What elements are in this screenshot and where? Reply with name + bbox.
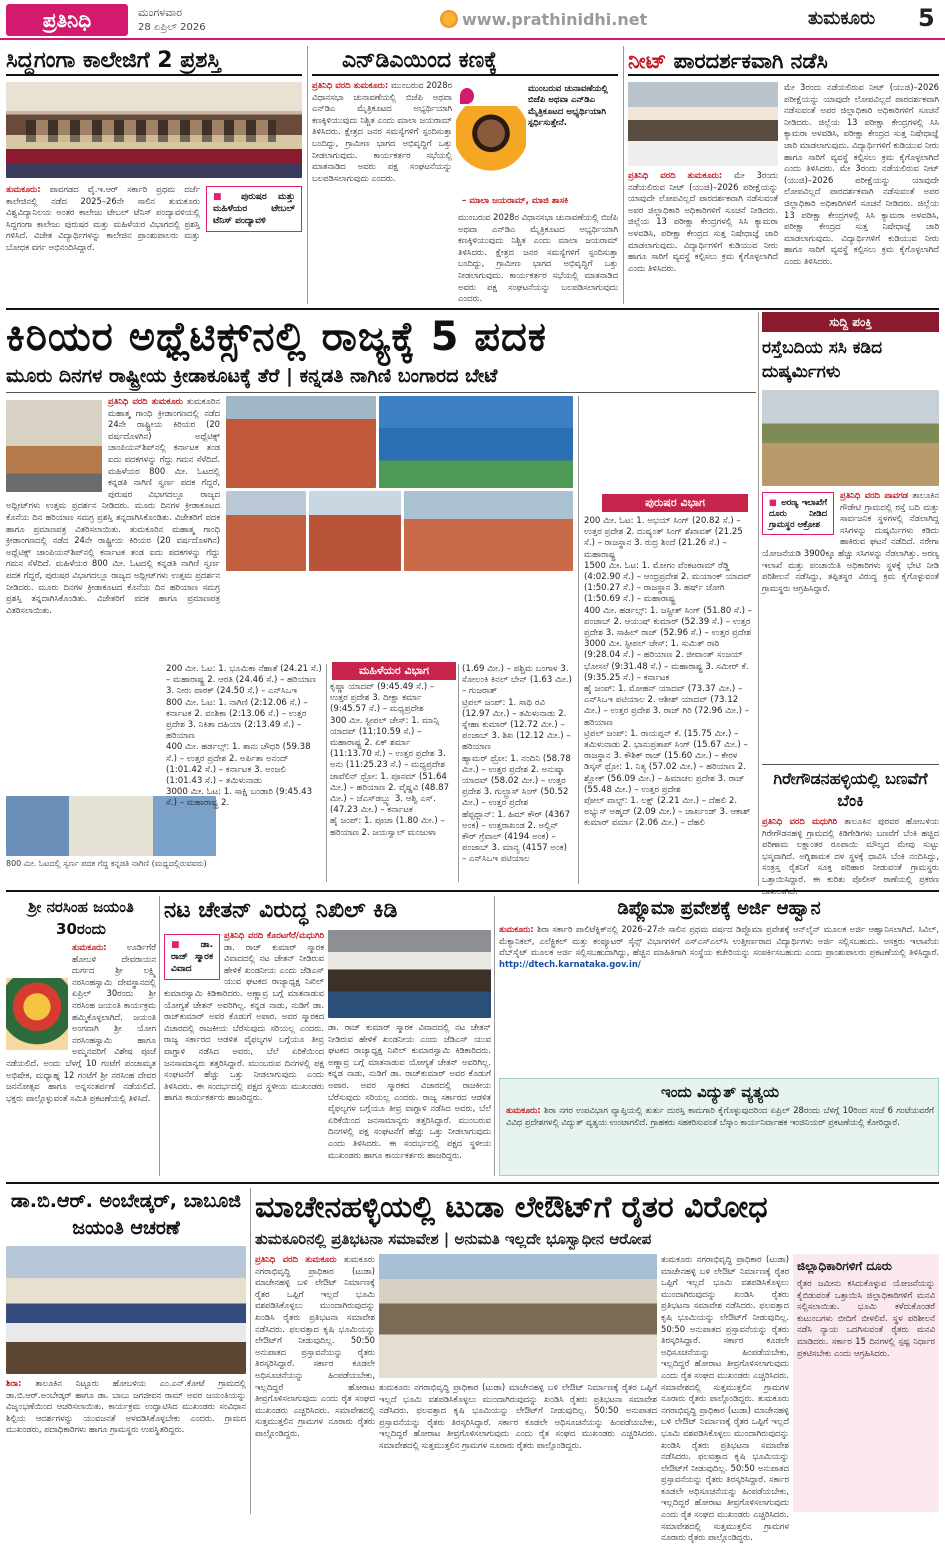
edition-city: ತುಮಕೂರು bbox=[808, 8, 876, 29]
subhead: ತುಮಕೂರಿನಲ್ಲಿ ಪ್ರತಿಭಟನಾ ಸಮಾವೇಶ | ಅನುಮತಿ ಇಲ್ಲದೇ ಭೂಸ್ವಾಧೀನ ಆರೋಪ bbox=[255, 1230, 652, 1248]
photo-nikhil-press bbox=[328, 930, 491, 1018]
story-body: ಮುಂಬರುವ 2028ರ ವಿಧಾನಸಭಾ ಚುನಾವಣೆಯಲ್ಲಿ ಬಿಜೆಪಿ ಅಥವಾ ಎನ್‌ಡಿಎ ಮೈತ್ರಿಕೂಟದ ಅಭ್ಯರ್ಥಿಯಾಗಿ ಕಣಕ್ಕಿಳಿಯುವುದು ನಿಶ್ಚಿತ ಎಂದು ಮಾಲಾ ಜಯರಾಮ್ ತಿಳಿಸಿದರು. ಕ್ಷೇತ್ರದ ಜನರ ಸಮಸ್ಯೆಗಳಿಗೆ ಸ್ಪಂದಿಸುತ್ತಾ ಬಂದಿದ್ದು, ಗ್ರಾಮೀಣ ಭಾಗದ ಅಭಿವೃದ್ಧಿಗೆ ಒತ್ತು ನೀಡಲಾಗುವುದು. ಕಾರ್ಯಕರ್ತರ ಸಭೆಯಲ್ಲಿ ಮಾತನಾಡಿದ ಅವರು ಪಕ್ಷ ಸಂಘಟನೆಯನ್ನು ಬಲಪಡಿಸಲಾಗುವುದು ಎಂದರು. bbox=[312, 80, 452, 183]
story-nda: ಎನ್‌ಡಿಎಯಿಂದ ಕಣಕ್ಕೆ ಪ್ರತಿನಿಧಿ ವರದಿ ತುಮಕೂರು: ಮುಂಬರುವ 2028ರ ವಿಧಾನಸಭಾ ಚುನಾವಣೆಯಲ್ಲಿ ಬಿಜೆಪಿ ಅಥವಾ ಎನ್‌ಡಿಎ ಮೈತ್ರಿಕೂಟದ ಅಭ್ಯರ್ಥಿಯಾಗಿ ಕಣಕ್ಕಿಳಿಯುವುದು ನಿಶ್ಚಿತ ಎಂದು ಮಾಲಾ ಜಯರಾಮ್ ತಿಳಿಸಿದರು. ಕ್ಷೇತ್ರದ ಜನರ ಸಮಸ್ಯೆಗಳಿಗೆ ಸ್ಪಂದಿಸುತ್ತಾ ಬಂದಿದ್ದು, ಗ್ರಾಮೀಣ ಭಾಗದ ಅಭಿವೃದ್ಧಿಗೆ ಒತ್ತು ನೀಡಲಾಗುವುದು. ಕಾರ್ಯಕರ್ತರ ಸಭೆಯಲ್ಲಿ ಮಾತನಾಡಿದ ಅವರು ಪಕ್ಷ ಸಂಘಟನೆಯನ್ನು ಬಲಪಡಿಸಲಾಗುವುದು ಎಂದರು. ಮುಂಬರುವ ಚುನಾವಣೆಯಲ್ಲಿ ಬಿಜೆಪಿ ಅಥವಾ ಎನ್‌ಡಿಎ ಮೈತ್ರಿಕೂಟದ ಅಭ್ಯರ್ಥಿಯಾಗಿ ಸ್ಪರ್ಧಿಸುತ್ತೇನೆ. – ಮಾಲಾ ಜಯರಾಮ್, ಮಾಜಿ ಶಾಸಕಿ ಮುಂಬರುವ 2028ರ ವಿಧಾನಸಭಾ ಚುನಾವಣೆಯಲ್ಲಿ ಬಿಜೆಪಿ ಅಥವಾ ಎನ್‌ಡಿಎ ಮೈತ್ರಿಕೂಟದ ಅಭ್ಯರ್ಥಿಯಾಗಿ ಕಣಕ್ಕಿಳಿಯುವುದು ನಿಶ್ಚಿತ ಎಂದು ಮಾಲಾ ಜಯರಾಮ್ ತಿಳಿಸಿದರು. ಕ್ಷೇತ್ರದ ಜನರ ಸಮಸ್ಯೆಗಳಿಗೆ ಸ್ಪಂದಿಸುತ್ತಾ ಬಂದಿದ್ದು, ಗ್ರಾಮೀಣ ಭಾಗದ ಅಭಿವೃದ್ಧಿಗೆ ಒತ್ತು ನೀಡಲಾಗುವುದು. ಕಾರ್ಯಕರ್ತರ ಸಭೆಯಲ್ಲಿ ಮಾತನಾಡಿದ ಅವರು ಪಕ್ಷ ಸಂಘಟನೆಯನ್ನು ಬಲಪಡಿಸಲಾಗುವುದು ಎಂದರು. bbox=[312, 48, 618, 304]
sidebar-suddi-pankti: ಸುದ್ದಿ ಪಂಕ್ತಿ ರಸ್ತೆಬದಿಯ ಸಸಿ ಕಡಿದ ದುಷ್ಕರ್ಮಿಗಳು ■ ಅರಣ್ಯ ಇಲಾಖೆಗೆ ದೂರು ನೀಡಿದ ಗ್ರಾಮಸ್ಥರ ಆಕ್ರೋಶ ಪ್ರತಿನಿಧಿ ವರದಿ ಪಾವಗಡ ತಾಲೂಕಿನ ಗೌಡೇಟಿ ಗ್ರಾಮದಲ್ಲಿ ರಸ್ತೆ ಬದಿ ಮತ್ತು ಸಾರ್ವಜನಿಕ ಸ್ಥಳಗಳಲ್ಲಿ ನೆಡಲಾಗಿದ್ದ ಸಸಿಗಳನ್ನು ದುಷ್ಕರ್ಮಿಗಳು ಕಡಿದು ಹಾಕಿರುವ ಘಟನೆ ನಡೆದಿದೆ. ನರೇಗಾ ಯೋಜನೆಯಡಿ 3900ಕ್ಕೂ ಹೆಚ್ಚು ಸಸಿಗಳನ್ನು ನೆಡಲಾಗಿತ್ತು. ಅರಣ್ಯ ಇಲಾಖೆ ಮತ್ತು ಪಂಚಾಯಿತಿ ಅಧಿಕಾರಿಗಳು ಸ್ಥಳಕ್ಕೆ ಭೇಟಿ ನೀಡಿ ಪರಿಶೀಲನೆ ನಡೆಸಿದ್ದು, ತಪ್ಪಿತಸ್ಥರ ವಿರುದ್ಧ ಕ್ರಮ ಕೈಗೊಳ್ಳುವಂತೆ ಗ್ರಾಮಸ್ಥರು ಆಗ್ರಹಿಸಿದ್ದಾರೆ. ಗಿರೇಗೌಡನಹಳ್ಳಿಯಲ್ಲಿ ಬಣವೆಗೆ ಬೆಂಕಿ ಪ್ರತಿನಿಧಿ ವರದಿ ಮಧುಗಿರಿ ತಾಲೂಕಿನ ಪುರವರ ಹೋಬಳಿಯ ಗಿರೇಗೌಡನಹಳ್ಳಿ ಗ್ರಾಮದಲ್ಲಿ ಕಿಡಿಗೇಡಿಗಳು ಬಣವೆಗೆ ಬೆಂಕಿ ಹಚ್ಚಿದ ಪರಿಣಾಮ ಲಕ್ಷಾಂತರ ರೂಪಾಯಿ ಮೌಲ್ಯದ ಮೇವು ಸುಟ್ಟು ಭಸ್ಮವಾಗಿದೆ. ಅಗ್ನಿಶಾಮಕ ದಳ ಸ್ಥಳಕ್ಕೆ ಧಾವಿಸಿ ಬೆಂಕಿ ನಂದಿಸಿದ್ದು, ಸಂತ್ರಸ್ತ ರೈತನಿಗೆ ಸೂಕ್ತ ಪರಿಹಾರ ನೀಡುವಂತೆ ಗ್ರಾಮಸ್ಥರು ಒತ್ತಾಯಿಸಿದ್ದಾರೆ. ಈ ಕುರಿತು ಪೊಲೀಸ್ ಠಾಣೆಯಲ್ಲಿ ಪ್ರಕರಣ bbox=[762, 312, 939, 886]
story-body: ಮೇ 3ರಂದು ನಡೆಯಲಿರುವ ನೀಟ್ (ಯುಜಿ)–2026 ಪರೀಕ್ಷೆಯನ್ನು ಯಾವುದೇ ಲೋಪವಿಲ್ಲದೆ ಪಾರದರ್ಶಕವಾಗಿ ನಡೆಸುವಂತೆ ಅಪರ ಜಿಲ್ಲಾಧಿಕಾರಿ ಅಧಿಕಾರಿಗಳಿಗೆ ಸೂಚನೆ ನೀಡಿದರು. ಜಿಲ್ಲೆಯ 13 ಪರೀಕ್ಷಾ ಕೇಂದ್ರಗಳಲ್ಲಿ ಸಿಸಿ ಕ್ಯಾಮರಾ ಅಳವಡಿಸಿ, ಪರೀಕ್ಷಾ ಕೇಂದ್ರದ ಸುತ್ತ ನಿಷೇಧಾಜ್ಞೆ ಜಾರಿ ಮಾಡಲಾಗುವುದು. ವಿದ್ಯಾರ್ಥಿಗಳಿಗೆ ಕುಡಿಯುವ ನೀರು ಹಾಗೂ ಸಾರಿಗೆ ವ್ಯವಸ್ಥೆ ಕಲ್ಪಿಸಲು ಕ್ರಮ ಕೈಗೊಳ್ಳಲಾಗಿದೆ ಎಂದು ತಿಳಿಸಿದರು. bbox=[628, 170, 778, 273]
results-col-3: (1.69 ಮೀ.) – ಪಶ್ಚಿಮ ಬಂಗಾಳ 3. ಸೋಲಂಕಿ ಕಿನಲ್ ಬೇನ್ (1.63 ಮೀ.) – ಗುಜರಾತ್ ಟ್ರಿಪಲ್ ಜಂಪ್: 1. ಸಾಥಿ ರವಿ (12.97 ಮೀ.) – ತಮಿಳುನಾಡು 2. ಸ್ನೇಹಾ ಕುಮಾರ್ (12.72 ಮೀ.) – ಪಂಜಾಬ್ 3. ಶಿಖ (12.12 ಮೀ.) – ಹರಿಯಾಣ ಹ್ಯಾಮರ್ ಥ್ರೋ: 1. ನಂದಿನಿ (58.78 ಮೀ.) – ಉತ್ತರ ಪ್ರದೇಶ 2. ಅನುಷ್ಕಾ ಯಾದವ್ (58.02 ಮೀ.) – ಉತ್ತರ ಪ್ರದೇಶ 3. ಗುಲ್ಬ್ರಾಸ್ ಸಿಂಗ್ (50.52 ಮೀ.) – ಉತ್ತರ ಪ್ರದೇಶ ಹೆಪ್ಟಥ್ಲಾನ್: 1. ಹಿಮ್ ಕೌರ್ (4367 ಅಂಕ) – ಉತ್ತರಾಖಂಡ 2. ಅಲ್ಲಿನ್ ಕೌರ್ ಗ್ರೆವಾಲ್ (4194 ಅಂಕ) – ಪಂಜಾಬ್ 3. ಮಾನ್ಯ (4157 ಅಂಕ) – ಎನ್‌ಸಿಒಇ ಪಟಿಯಾಲ bbox=[462, 664, 572, 865]
website-link[interactable]: http://dtech.karnataka.gov.in/ bbox=[499, 958, 641, 969]
lead-subhead: ಮೂರು ದಿನಗಳ ರಾಷ್ಟ್ರೀಯ ಕ್ರೀಡಾಕೂಟಕ್ಕೆ ತೆರೆ | ಕನ್ನಡತಿ ನಾಗಿಣಿ ಬಂಗಾರದ ಬೇಟೆ bbox=[6, 365, 498, 387]
photo-meeting bbox=[628, 82, 778, 166]
photo-jayanti bbox=[6, 1246, 246, 1374]
pull-quote: ■ ಪುರುಷರ ಮತ್ತು ಮಹಿಳೆಯರ ಟೇಬಲ್ ಟೆನಿಸ್ ಪಂದ್ಯಾವಳಿ bbox=[206, 186, 302, 232]
dateline: ತುಮಕೂರು: bbox=[506, 1105, 541, 1115]
photo-runners-2 bbox=[309, 491, 401, 571]
story-ambedkar bbox=[6, 1188, 246, 1514]
headline: ಮಾಚೇನಹಳ್ಳಿಯಲ್ಲಿ ಟುಡಾ ಲೇಔಟ್‌ಗೆ ರೈತರ ವಿರೋಧ bbox=[255, 1190, 768, 1225]
sidebar-dc-complaint bbox=[793, 1254, 939, 1512]
issue-date: 28 ಏಪ್ರಿಲ್ 2026 bbox=[138, 22, 206, 33]
story-body: ಶಿರಾ ನಗರ ಉಪವಿಭಾಗ ವ್ಯಾಪ್ತಿಯಲ್ಲಿ ತುರ್ತು ದುರಸ್ತಿ ಕಾಮಗಾರಿ ಕೈಗೊಳ್ಳುವುದರಿಂದ ಏಪ್ರಿಲ್ 28ರಂದು ಬೆಳಿಗ್ಗೆ 10ರಿಂದ ಸಂಜೆ 6 ಗಂಟೆಯವರೆಗೆ ವಿವಿಧ ಪ್ರದೇಶಗಳಲ್ಲಿ ವಿದ್ಯುತ್ ವ್ಯತ್ಯಯ ಉಂಟಾಗಲಿದೆ. ಗ್ರಾಹಕರು ಸಹಕರಿಸುವಂತೆ ಬೆಸ್ಕಾಂ ಕಾರ್ಯನಿರ್ವಾಹಕ ಇಂಜಿನಿಯರ್ ಪ್ರಕಟಣೆಯಲ್ಲಿ ಕೋರಿದ್ದಾರೆ. bbox=[506, 1105, 934, 1127]
section-label: ಸುದ್ದಿ ಪಂಕ್ತಿ bbox=[762, 312, 939, 332]
lead-headline: ಕಿರಿಯರ ಅಥ್ಲೆಟಿಕ್ಸ್‌ನಲ್ಲಿ ರಾಜ್ಯಕ್ಕೆ 5 ಪದಕ bbox=[6, 314, 547, 360]
story-body: ಪಾವಗಡದ ವೈ.ಇ.ಆರ್ ಸರ್ಕಾರಿ ಪ್ರಥಮ ದರ್ಜೆ ಕಾಲೇಜಿನಲ್ಲಿ ನಡೆದ 2025–26ನೇ ಸಾಲಿನ ತುಮಕೂರು ವಿಶ್ವವಿದ್ಯಾನಿಲಯ ಅಂತರ ಕಾಲೇಜು ಟೇಬಲ್ ಟೆನಿಸ್ ಪಂದ್ಯಾವಳಿಯಲ್ಲಿ ಸಿದ್ದಗಂಗಾ ಕಾಲೇಜು ಪುರುಷರ ಮತ್ತು ಮಹಿಳೆಯರ ವಿಭಾಗದಲ್ಲಿ ಪ್ರಶಸ್ತಿ ಗಳಿಸಿದೆ. ವಿಜೇತ ವಿದ್ಯಾರ್ಥಿಗಳನ್ನು ಕಾಲೇಜಿನ ಪ್ರಾಂಶುಪಾಲರು ಮತ್ತು ಬೋಧಕ ವರ್ಗ ಅಭಿನಂದಿಸಿದ್ದಾರೆ. bbox=[6, 184, 200, 252]
story-neet: ನೀಟ್ ಪಾರದರ್ಶಕವಾಗಿ ನಡೆಸಿ ಪ್ರತಿನಿಧಿ ವರದಿ ತುಮಕೂರು: ಮೇ 3ರಂದು ನಡೆಯಲಿರುವ ನೀಟ್ (ಯುಜಿ)–2026 ಪರೀಕ್ಷೆಯನ್ನು ಯಾವುದೇ ಲೋಪವಿಲ್ಲದೆ ಪಾರದರ್ಶಕವಾಗಿ ನಡೆಸುವಂತೆ ಅಪರ ಜಿಲ್ಲಾಧಿಕಾರಿ ಅಧಿಕಾರಿಗಳಿಗೆ ಸೂಚನೆ ನೀಡಿದರು. ಜಿಲ್ಲೆಯ 13 ಪರೀಕ್ಷಾ ಕೇಂದ್ರಗಳಲ್ಲಿ ಸಿಸಿ ಕ್ಯಾಮರಾ ಅಳವಡಿಸಿ, ಪರೀಕ್ಷಾ ಕೇಂದ್ರದ ಸುತ್ತ ನಿಷೇಧಾಜ್ಞೆ ಜಾರಿ ಮಾಡಲಾಗುವುದು. ವಿದ್ಯಾರ್ಥಿಗಳಿಗೆ ಕುಡಿಯುವ ನೀರು ಹಾಗೂ ಸಾರಿಗೆ ವ್ಯವಸ್ಥೆ ಕಲ್ಪಿಸಲು ಕ್ರಮ ಕೈಗೊಳ್ಳಲಾಗಿದೆ ಎಂದು ತಿಳಿಸಿದರು. ಮೇ 3ರಂದು ನಡೆಯಲಿರುವ ನೀಟ್ (ಯುಜಿ)–2026 ಪರೀಕ್ಷೆಯನ್ನು ಯಾವುದೇ ಲೋಪವಿಲ್ಲದೆ ಪಾರದರ್ಶಕವಾಗಿ ನಡೆಸುವಂತೆ ಅಪರ ಜಿಲ್ಲಾಧಿಕಾರಿ ಅಧಿಕಾರಿಗಳಿಗೆ ಸೂಚನೆ ನೀಡಿದರು. ಜಿಲ್ಲೆಯ 13 ಪರೀಕ್ಷಾ ಕೇಂದ್ರಗಳಲ್ಲಿ ಸಿಸಿ ಕ್ಯಾಮರಾ ಅಳವಡಿಸಿ, ಪರೀಕ್ಷಾ ಕೇಂದ್ರದ ಸುತ್ತ ನಿಷೇಧಾಜ್ಞೆ ಜಾರಿ ಮಾಡಲಾಗುವುದು. ವಿದ್ಯಾರ್ಥಿಗಳಿಗೆ ಕುಡಿಯುವ ನೀರು ಹಾಗೂ ಸಾರಿಗೆ ವ್ಯವಸ್ಥೆ ಕಲ್ಪಿಸಲು ಕ್ರಮ ಕೈಗೊಳ್ಳಲಾಗಿದೆ ಎಂದು ತಿಳಿಸಿದರು. ಮೇ 3ರಂದು ನಡೆಯಲಿರುವ ನೀಟ್ (ಯುಜಿ)–2026 ಪರೀಕ್ಷೆಯನ್ನು ಯಾವುದೇ ಲೋಪವಿಲ್ಲದೆ ಪಾರದರ್ಶಕವಾಗಿ ನಡೆಸುವಂತೆ ಅಪರ ಜಿಲ್ಲಾಧಿಕಾರಿ ಅಧಿಕಾರಿಗಳಿಗೆ ಸೂಚನೆ ನೀಡಿದರು. ಜಿಲ್ಲೆಯ 13 ಪರೀಕ್ಷಾ ಕೇಂದ್ರಗಳಲ್ಲಿ ಸಿಸಿ ಕ್ಯಾಮರಾ ಅಳವಡಿಸಿ, ಪರೀಕ್ಷಾ ಕೇಂದ್ರದ ಸುತ್ತ ನಿಷೇಧಾಜ್ಞೆ ಜಾರಿ ಮಾಡಲಾಗುವುದು. ವಿದ್ಯಾರ್ಥಿಗಳಿಗೆ ಕುಡಿಯುವ ನೀರು ಹಾಗೂ ಸಾರಿಗೆ ವ್ಯವಸ್ಥೆ ಕಲ್ಪಿಸಲು ಕ್ರಮ ಕೈಗೊಳ್ಳಲಾಗಿದೆ ಎಂದು ತಿಳಿಸಿದರು. bbox=[628, 46, 939, 306]
pull-quote: ■ ಅರಣ್ಯ ಇಲಾಖೆಗೆ ದೂರು ನೀಡಿದ ಗ್ರಾಮಸ್ಥರ ಆಕ್ರೋಶ bbox=[762, 492, 834, 535]
masthead bbox=[0, 0, 945, 40]
story-tuda: ಮಾಚೇನಹಳ್ಳಿಯಲ್ಲಿ ಟುಡಾ ಲೇಔಟ್‌ಗೆ ರೈತರ ವಿರೋಧ ತುಮಕೂರಿನಲ್ಲಿ ಪ್ರತಿಭಟನಾ ಸಮಾವೇಶ | ಅನುಮತಿ ಇಲ್ಲದೇ ಭೂಸ್ವಾಧೀನ ಆರೋಪ ಪ್ರತಿನಿಧಿ ವರದಿ ತುಮಕೂರು ತುಮಕೂರು ನಗರಾಭಿವೃದ್ಧಿ ಪ್ರಾಧಿಕಾರ (ಟುಡಾ) ಮಾಚೇನಹಳ್ಳಿ ಬಳಿ ಲೇಔಟ್ ನಿರ್ಮಾಣಕ್ಕೆ ರೈತರ ಒಪ್ಪಿಗೆ ಇಲ್ಲದೆ ಭೂಮಿ ವಶಪಡಿಸಿಕೊಳ್ಳಲು ಮುಂದಾಗಿರುವುದನ್ನು ಖಂಡಿಸಿ ರೈತರು ಪ್ರತಿಭಟನಾ ಸಮಾವೇಶ ನಡೆಸಿದರು. ಫಲವತ್ತಾದ ಕೃಷಿ ಭೂಮಿಯನ್ನು ಲೇಔಟ್‌ಗೆ ನೀಡುವುದಿಲ್ಲ. 50:50 ಅನುಪಾತದ ಪ್ರಸ್ತಾವನೆಯನ್ನು ರೈತರು ತಿರಸ್ಕರಿಸಿದ್ದಾರೆ. ಸರ್ಕಾರ ಕೂಡಲೇ ಅಧಿಸೂಚನೆಯನ್ನು ಹಿಂಪಡೆಯಬೇಕು, ಇಲ್ಲದಿದ್ದರೆ ಹೋರಾಟ ತೀವ್ರಗೊಳಿಸಲಾಗುವುದು ಎಂದು ರೈತ ಸಂಘದ ಮುಖಂಡರು ಎಚ್ಚರಿಸಿದರು. ಸಮಾವೇಶದಲ್ಲಿ ಸುತ್ತಮುತ್ತಲಿನ ಗ್ರಾಮಗಳ ನೂರಾರು ರೈತರು ಪಾಲ್ಗೊಂಡಿದ್ದರು. ತುಮಕೂರು ನಗರಾಭಿವೃದ್ಧಿ ಪ್ರಾಧಿಕಾರ (ಟುಡಾ) ಮಾಚೇನಹಳ್ಳಿ ಬಳಿ ಲೇಔಟ್ ನಿರ್ಮಾಣಕ್ಕೆ ರೈತರ ಒಪ್ಪಿಗೆ ಇಲ್ಲದೆ ಭೂಮಿ ವಶಪಡಿಸಿಕೊಳ್ಳಲು ಮುಂದಾಗಿರುವುದನ್ನು ಖಂಡಿಸಿ ರೈತರು ಪ್ರತಿಭಟನಾ ಸಮಾವೇಶ ನಡೆಸಿದರು. ಫಲವತ್ತಾದ ಕೃಷಿ ಭೂಮಿಯನ್ನು ಲೇಔಟ್‌ಗೆ ನೀಡುವುದಿಲ್ಲ. 50:50 ಅನುಪಾತದ ಪ್ರಸ್ತಾವನೆಯನ್ನು ರೈತರು ತಿರಸ್ಕರಿಸಿದ್ದಾರೆ. ಸರ್ಕಾರ ಕೂಡಲೇ ಅಧಿಸೂಚನೆಯನ್ನು ಹಿಂಪಡೆಯಬೇಕು, ಇಲ್ಲದಿದ್ದರೆ ಹೋರಾಟ ತೀವ್ರಗೊಳಿಸಲಾಗುವುದು ಎಂದು ರೈತ ಸಂಘದ ಮುಖಂಡರು ಎಚ್ಚರಿಸಿದರು. ಸಮಾವೇಶದಲ್ಲಿ ಸುತ್ತಮುತ್ತಲಿನ ಗ್ರಾಮಗಳ ನೂರಾರು ರೈತರು ಪಾಲ್ಗೊಂಡಿದ್ದರು. ತುಮಕೂರು ನಗರಾಭಿವೃದ್ಧಿ ಪ್ರಾಧಿಕಾರ (ಟುಡಾ) ಮಾಚೇನಹಳ್ಳಿ ಬಳಿ ಲೇಔಟ್ ನಿರ್ಮಾಣಕ್ಕೆ ರೈತರ ಒಪ್ಪಿಗೆ ಇಲ್ಲದೆ ಭೂಮಿ ವಶಪಡಿಸಿಕೊಳ್ಳಲು ಮುಂದಾಗಿರುವುದನ್ನು ಖಂಡಿಸಿ ರೈತರು ಪ್ರತಿಭಟನಾ ಸಮಾವೇಶ ನಡೆಸಿದರು. ಫಲವತ್ತಾದ ಕೃಷಿ ಭೂಮಿಯನ್ನು ಲೇಔಟ್‌ಗೆ ನೀಡುವುದಿಲ್ಲ. 50:50 ಅನುಪಾತದ ಪ್ರಸ್ತಾವನೆಯನ್ನು ರೈತರು ತಿರಸ್ಕರಿಸಿದ್ದಾರೆ. ಸರ್ಕಾರ ಕೂಡಲೇ ಅಧಿಸೂಚನೆಯನ್ನು ಹಿಂಪಡೆಯಬೇಕು, ಇಲ್ಲದಿದ್ದರೆ ಹೋರಾಟ ತೀವ್ರಗೊಳಿಸಲಾಗುವುದು ಎಂದು ರೈತ ಸಂಘದ ಮುಖಂಡರು ಎಚ್ಚರಿಸಿದರು. ಸಮಾವೇಶದಲ್ಲಿ ಸುತ್ತಮುತ್ತಲಿನ ಗ್ರಾಮಗಳ ನೂರಾರು ರೈತರು ಪಾಲ್ಗೊಂಡಿದ್ದರು. ತುಮಕೂರು ನಗರಾಭಿವೃದ್ಧಿ ಪ್ರಾಧಿಕಾರ (ಟುಡಾ) ಮಾಚೇನಹಳ್ಳಿ ಬಳಿ ಲೇಔಟ್ ನಿರ್ಮಾಣಕ್ಕೆ ರೈತರ ಒಪ್ಪಿಗೆ ಇಲ್ಲದೆ ಭೂಮಿ ವಶಪಡಿಸಿಕೊಳ್ಳಲು ಮುಂದಾಗಿರುವುದನ್ನು ಖಂಡಿಸಿ ರೈತರು ಪ್ರತಿಭಟನಾ ಸಮಾವೇಶ ನಡೆಸಿದರು. ಫಲವತ್ತಾದ ಕೃಷಿ ಭೂಮಿಯನ್ನು ಲೇಔಟ್‌ಗೆ ನೀಡುವುದಿಲ್ಲ. 50:50 ಅನುಪಾತದ ಪ್ರಸ್ತಾವನೆಯನ್ನು ರೈತರು ತಿರಸ್ಕರಿಸಿದ್ದಾರೆ. ಸರ್ಕಾರ ಕೂಡಲೇ ಅಧಿಸೂಚನೆಯನ್ನು ಹಿಂಪಡೆಯಬೇಕು, ಇಲ್ಲದಿದ್ದರೆ ಹೋರಾಟ ತೀವ್ರಗೊಳಿಸಲಾಗುವುದು ಎಂದು ರೈತ ಸಂಘದ ಮುಖಂಡರು ಎಚ್ಚರಿಸಿದರು. ಸಮಾವೇಶದಲ್ಲಿ ಸುತ್ತಮುತ್ತಲಿನ ಗ್ರಾಮಗಳ ನೂರಾರು ರೈತರು ಪಾಲ್ಗೊಂಡಿದ್ದರು. ಜಿಲ್ಲಾಧಿಕಾರಿಗಳಿಗೆ ದೂರು ರೈತರ ಜಮೀನು ಕಸಿದುಕೊಳ್ಳುವ ಯೋಜನೆಯನ್ನು ಕೈಬಿಡುವಂತೆ ಒತ್ತಾಯಿಸಿ ಜಿಲ್ಲಾಧಿಕಾರಿಗಳಿಗೆ ಮನವಿ ಸಲ್ಲಿಸಲಾಯಿತು. ಭೂಮಿ ಕಳೆದುಕೊಂಡರೆ ಕುಟುಂಬಗಳು ಬೀದಿಗೆ ಬೀಳಲಿವೆ. ಸ್ಥಳ ಪರಿಶೀಲನೆ ನಡೆಸಿ ನ್ಯಾಯ ಒದಗಿಸುವಂತೆ ರೈತರು ಮನವಿ ಮಾಡಿದರು. ಸರ್ಕಾರ 15 ದಿನಗಳಲ್ಲಿ ಸ್ಪಷ್ಟ ನಿರ್ಧಾರ ಪ್ರಕಟಿಸಬೇಕು ಎಂದು ಆಗ್ರಹಿಸಿದರು. bbox=[255, 1188, 939, 1514]
headline: ಡಿಪ್ಲೊಮಾ ಪ್ರವೇಶಕ್ಕೆ ಅರ್ಜಿ ಆಹ್ವಾನ bbox=[617, 898, 821, 919]
photo-track-race bbox=[226, 396, 376, 488]
fire-headline: ಗಿರೇಗೌಡನಹಳ್ಳಿಯಲ್ಲಿ ಬಣವೆಗೆ ಬೆಂಕಿ bbox=[773, 769, 928, 810]
dateline: ಪ್ರತಿನಿಧಿ ವರದಿ ಮಧುಗಿರಿ bbox=[762, 816, 838, 826]
photo-high-jump bbox=[379, 396, 573, 488]
story-body: ತಾಲೂಕಿನ ನಿಟ್ಟೂರು ಹೋಬಳಿಯ ಎಂ.ಎನ್.ಕೋಟೆ ಗ್ರಾಮದಲ್ಲಿ ಡಾ.ಬಿ.ಆರ್.ಅಂಬೇಡ್ಕರ್ ಹಾಗೂ ಡಾ. ಬಾಬು ಜಗಜೀವನ ರಾಮ್ ಅವರ ಜಯಂತಿಯನ್ನು ವಿಜೃಂಭಣೆಯಿಂದ ಆಚರಿಸಲಾಯಿತು. ಕಾರ್ಯಕ್ರಮ ಉದ್ಘಾಟಿಸಿದ ಮುಖಂಡರು ಸಂವಿಧಾನ ಶಿಲ್ಪಿಯ ಆದರ್ಶಗಳನ್ನು ಯುವಜನತೆ ಅಳವಡಿಸಿಕೊಳ್ಳಬೇಕು ಎಂದರು. ಗ್ರಾಮದ ಮುಖಂಡರು, ಪದಾಧಿಕಾರಿಗಳು ಹಾಗೂ ಗ್ರಾಮಸ್ಥರು ಉಪಸ್ಥಿತರಿದ್ದರು. bbox=[6, 1378, 246, 1435]
dateline: ತುಮಕೂರು: bbox=[72, 942, 107, 952]
results-col-1: 200 ಮೀ. ಓಟ: 1. ಭೂಮಿಕಾ ನೆಹಾತೆ (24.21 ಸೆ.) – ಮಹಾರಾಷ್ಟ್ರ 2. ಆರತಿ (24.46 ಸೆ.) – ಹರಿಯಾಣ 3. ನೀರು ಪಾಠಕ್ (24.50 ಸೆ.) – ಎನ್‌ಸಿಒಇ 800 ಮೀ. ಓಟ: 1. ನಾಗಿಣಿ (2:12.06 ಸೆ.) – ಕರ್ನಾಟಕ 2. ವಂಶಿಕಾ (2:13.06 ಸೆ.) – ಉತ್ತರ ಪ್ರದೇಶ 3. ನಿಕಿತಾ ದಹಿಯಾ (2:13.49 ಸೆ.) – ಹರಿಯಾಣ 400 ಮೀ. ಹರ್ಡಲ್ಸ್: 1. ತಾನು ಚೌಧರಿ (59.38 ಸೆ.) – ಉತ್ತರ ಪ್ರದೇಶ 2. ಅರ್ಪಿತಾ ಅನಂದ್ (1:01.42 ಸೆ.) – ಕರ್ನಾಟಕ 3. ಅಂಜಲಿ (1:01.43 ಸೆ.) – ತಮಿಳುನಾಡು 3000 ಮೀ. ಓಟ: 1. ಸಾಕ್ಷಿ ಬಂಡಾರಿ (9:45.43 ಸೆ.) – ಮಹಾರಾಷ್ಟ್ರ 2. bbox=[166, 664, 322, 809]
side-headline: ಜಿಲ್ಲಾಧಿಕಾರಿಗಳಿಗೆ ದೂರು bbox=[797, 1259, 892, 1273]
headline-highlight: ನೀಟ್ bbox=[628, 49, 667, 73]
dateline: ಪ್ರತಿನಿಧಿ ವರದಿ ತುಮಕೂರು: bbox=[628, 170, 723, 180]
issue-day: ಮಂಗಳವಾರ bbox=[138, 6, 183, 19]
results-men: 200 ಮೀ. ಓಟ: 1. ಅಭಯ್ ಸಿಂಗ್ (20.82 ಸೆ.) – ಉತ್ತರ ಪ್ರದೇಶ 2. ದುಷ್ಯಂತ್ ಸಿಂಗ್ ಶೆಖಾವತ್ (21.25 ಸೆ.) – ರಾಜಸ್ಥಾನ 3. ರುದ್ರ ಶಿಂದೆ (21.26 ಸೆ.) – ಮಹಾರಾಷ್ಟ್ರ 1500 ಮೀ. ಓಟ: 1. ಮೋಗಂ ವೆಂಕಟರಾಮ್ ರೆಡ್ಡಿ (4:02.90 ಸೆ.) – ಆಂಧ್ರಪ್ರದೇಶ 2. ಮಯಾಂಕ್ ಯಾದವ್ (1:50.27 ಸೆ.) – ರಾಜಸ್ಥಾನ 3. ಹರ್ಷ್ ಜೋಗಿ (1:50.69 ಸೆ.) – ಮಹಾರಾಷ್ಟ್ರ 400 ಮೀ. ಹರ್ಡಲ್ಸ್: 1. ಜಸ್ಪ್ರೀತ್ ಸಿಂಗ್ (51.80 ಸೆ.) – ಪಂಜಾಬ್ 2. ಆಯುಷ್ ಕುಮಾರ್ (52.39 ಸೆ.) – ಉತ್ತರ ಪ್ರದೇಶ 3. ಸಾಹಿಲ್ ರಾಜ್ (52.96 ಸೆ.) – ಉತ್ತರ ಪ್ರದೇಶ 3000 ಮೀ. ಸ್ಟೀಪಲ್ ಚೇಸ್: 1. ಸುಮಿತ್ ರಾಠಿ (9:28.04 ಸೆ.) – ಹರಿಯಾಣ 2. ಜೀವಾಂತ್ ಸಂಜಯ್ ಭೋಸಲೆ (9:31.48 ಸೆ.) – ಮಹಾರಾಷ್ಟ್ರ 3. ಸಮೀರ್ ಕೆ. (9:35.25 ಸೆ.) – ಕರ್ನಾಟಕ ಹೈ ಜಂಪ್: 1. ಮೋಹನ್ ಯಾದವ್ (73.37 ಮೀ.) – ಎನ್‌ಸಿಒಇ ಪಟಿಯಾಲ 2. ಆಶೀಶ್ ಯಾದವ್ (73.12 ಮೀ.) – ಉತ್ತರ ಪ್ರದೇಶ 3. ರಾಜ್ ಗಿರಿ (72.96 ಮೀ.) – ಹರಿಯಾಣ ಟ್ರಿಪಲ್ ಜಂಪ್: 1. ರಾಯಪ್ಪನ್ ಕೆ. (15.75 ಮೀ.) – ತಮಿಳುನಾಡು 2. ಭಾನುಪ್ರತಾಪ್ ಸಿಂಗ್ (15.67 ಮೀ.) – ರಾಜಸ್ಥಾನ 3. ಕೌಶಿಕ್ ರಾಜ್ (15.60 ಮೀ.) – ಕೇರಳ ಡಿಸ್ಕಸ್ ಥ್ರೋ: 1. ನಿತ್ಯ (57.02 ಮೀ.) – ಹರಿಯಾಣ 2. ಶ್ಲೋಕ್ (56.09 ಮೀ.) – ಹಿಮಾಚಲ ಪ್ರದೇಶ 3. ರಾಜ್ (55.48 ಮೀ.) – ಉತ್ತರ ಪ್ರದೇಶ ಪೋಲ್ ವಾಲ್ಟ್: 1. ಲಕ್ಷ್ (2.21 ಮೀ.) – ದೆಹಲಿ 2. ಅಭ್ಯುಸ್ ಅಹ್ಮದ್ (2.09 ಮೀ.) – ಜಾರ್ಖಂಡ್ 3. ಆಕಾಶ್ ಕುಮಾರ್ ವರ್ಮಾ (2.06 ಮೀ.) – ದೆಹಲಿ bbox=[584, 516, 752, 829]
headline: ಇಂದು ವಿದ್ಯುತ್ ವ್ಯತ್ಯಯ bbox=[660, 1083, 780, 1101]
pull-quote: ■ ಡಾ. ರಾಜ್ ಸ್ಮಾರಕ ವಿವಾದ bbox=[164, 934, 220, 980]
story-body: ತುಮಕೂರು ನಗರಾಭಿವೃದ್ಧಿ ಪ್ರಾಧಿಕಾರ (ಟುಡಾ) ಮಾಚೇನಹಳ್ಳಿ ಬಳಿ ಲೇಔಟ್ ನಿರ್ಮಾಣಕ್ಕೆ ರೈತರ ಒಪ್ಪಿಗೆ ಇಲ್ಲದೆ ಭೂಮಿ ವಶಪಡಿಸಿಕೊಳ್ಳಲು ಮುಂದಾಗಿರುವುದನ್ನು ಖಂಡಿಸಿ ರೈತರು ಪ್ರತಿಭಟನಾ ಸಮಾವೇಶ ನಡೆಸಿದರು. ಫಲವತ್ತಾದ ಕೃಷಿ ಭೂಮಿಯನ್ನು ಲೇಔಟ್‌ಗೆ ನೀಡುವುದಿಲ್ಲ. 50:50 ಅನುಪಾತದ ಪ್ರಸ್ತಾವನೆಯನ್ನು ರೈತರು ತಿರಸ್ಕರಿಸಿದ್ದಾರೆ. ಸರ್ಕಾರ ಕೂಡಲೇ ಅಧಿಸೂಚನೆಯನ್ನು ಹಿಂಪಡೆಯಬೇಕು, ಇಲ್ಲದಿದ್ದರೆ ಹೋರಾಟ ತೀವ್ರಗೊಳಿಸಲಾಗುವುದು ಎಂದು ರೈತ ಸಂಘದ ಮುಖಂಡರು ಎಚ್ಚರಿಸಿದರು. ಸಮಾವೇಶದಲ್ಲಿ ಸುತ್ತಮುತ್ತಲಿನ ಗ್ರಾಮಗಳ ನೂರಾರು ರೈತರು ಪಾಲ್ಗೊಂಡಿದ್ದರು. bbox=[255, 1254, 375, 1438]
lead-body: ತುಮಕೂರಿನ ಮಹಾತ್ಮ ಗಾಂಧಿ ಕ್ರೀಡಾಂಗಣದಲ್ಲಿ ನಡೆದ 24ನೇ ರಾಷ್ಟ್ರೀಯ ಕಿರಿಯರ (20 ವರ್ಷದೊಳಗಿನ) ಅಥ್ಲೆಟಿಕ್ಸ್ ಚಾಂಪಿಯನ್‌ಶಿಪ್‌ನಲ್ಲಿ ಕರ್ನಾಟಕ ತಂಡ ಐದು ಪದಕಗಳನ್ನು ಗೆದ್ದು ಗಮನ ಸೆಳೆದಿದೆ. ಮಹಿಳೆಯರ 800 ಮೀ. ಓಟದಲ್ಲಿ ಕನ್ನಡತಿ ನಾಗಿಣಿ ಸ್ವರ್ಣ ಪದಕ ಗೆದ್ದರೆ, ಪುರುಷರ ವಿಭಾಗದಲ್ಲೂ ರಾಜ್ಯದ ಅಥ್ಲೀಟ್‌ಗಳು ಉತ್ತಮ ಪ್ರದರ್ಶನ ನೀಡಿದರು. ಮೂರು ದಿನಗಳ ಕ್ರೀಡಾಕೂಟದ ಕೊನೆಯ ದಿನ ಹರಿಯಾಣ ಸಮಗ್ರ ಪ್ರಶಸ್ತಿ ತನ್ನದಾಗಿಸಿಕೊಂಡಿತು. ವಿಜೇತರಿಗೆ ಪದಕ ಹಾಗೂ ಪ್ರಮಾಣಪತ್ರ ವಿತರಿಸಲಾಯಿತು. bbox=[6, 396, 220, 534]
photo-cut-saplings bbox=[762, 390, 939, 486]
headline: ಎನ್‌ಡಿಎಯಿಂದ ಕಣಕ್ಕೆ bbox=[312, 46, 618, 76]
dateline: ಪ್ರತಿನಿಧಿ ವರದಿ ತುಮಕೂರು bbox=[108, 396, 183, 406]
story-siddaganga bbox=[6, 46, 302, 306]
photo-athlete-javelin bbox=[6, 400, 102, 492]
results-col-2: ಕೃಷ್ಣಾ ಯಾದವ್ (9:45.49 ಸೆ.) – ಉತ್ತರ ಪ್ರದೇಶ 3. ದೀಕ್ಷಾ ಕರ್ಮಾ (9:45.57 ಸೆ.) – ಮಧ್ಯಪ್ರದೇಶ 300 ಮೀ. ಸ್ಟೀಪಲ್ ಚೇಸ್: 1. ಮಾನ್ಸಿ ಯಾದವ್ (11:10.59 ಸೆ.) – ಮಹಾರಾಷ್ಟ್ರ 2. ಏಕ್ ಶರ್ಮಾ (11:13.70 ಸೆ.) – ಉತ್ತರ ಪ್ರದೇಶ 3. ಅನು (11:25.23 ಸೆ.) – ಮಧ್ಯಪ್ರದೇಶ ಜಾವೆಲಿನ್ ಥ್ರೋ: 1. ಪೂನಮ್ (51.64 ಮೀ.) – ಹರಿಯಾಣ 2. ವೈಷ್ಣವಿ (48.87 ಮೀ.) – ಜೆಎಸ್‌ಡಬ್ಲ್ಯು 3. ಆಶ್ವಿ ಎಸ್. (47.23 ಮೀ.) – ಕರ್ನಾಟಕ ಹೈ ಜಂಪ್: 1. ಪೂಜಾ (1.80 ಮೀ.) – ಹರಿಯಾಣ 2. ಜಯಸ್ವಾಲ್ ಮಂಜುಳಾ bbox=[330, 682, 450, 838]
dateline: ಪ್ರತಿನಿಧಿ ವರದಿ ಪಾವಗಡ bbox=[840, 490, 909, 500]
lead-story: ಕಿರಿಯರ ಅಥ್ಲೆಟಿಕ್ಸ್‌ನಲ್ಲಿ ರಾಜ್ಯಕ್ಕೆ 5 ಪದಕ ಮೂರು ದಿನಗಳ ರಾಷ್ಟ್ರೀಯ ಕ್ರೀಡಾಕೂಟಕ್ಕೆ ತೆರೆ | ಕನ್ನಡತಿ ನಾಗಿಣಿ ಬಂಗಾರದ ಬೇಟೆ ಪ್ರತಿನಿಧಿ ವರದಿ ತುಮಕೂರು ತುಮಕೂರಿನ ಮಹಾತ್ಮ ಗಾಂಧಿ ಕ್ರೀಡಾಂಗಣದಲ್ಲಿ ನಡೆದ 24ನೇ ರಾಷ್ಟ್ರೀಯ ಕಿರಿಯರ (20 ವರ್ಷದೊಳಗಿನ) ಅಥ್ಲೆಟಿಕ್ಸ್ ಚಾಂಪಿಯನ್‌ಶಿಪ್‌ನಲ್ಲಿ ಕರ್ನಾಟಕ ತಂಡ ಐದು ಪದಕಗಳನ್ನು ಗೆದ್ದು ಗಮನ ಸೆಳೆದಿದೆ. ಮಹಿಳೆಯರ 800 ಮೀ. ಓಟದಲ್ಲಿ ಕನ್ನಡತಿ ನಾಗಿಣಿ ಸ್ವರ್ಣ ಪದಕ ಗೆದ್ದರೆ, ಪುರುಷರ ವಿಭಾಗದಲ್ಲೂ ರಾಜ್ಯದ ಅಥ್ಲೀಟ್‌ಗಳು ಉತ್ತಮ ಪ್ರದರ್ಶನ ನೀಡಿದರು. ಮೂರು ದಿನಗಳ ಕ್ರೀಡಾಕೂಟದ ಕೊನೆಯ ದಿನ ಹರಿಯಾಣ ಸಮಗ್ರ ಪ್ರಶಸ್ತಿ ತನ್ನದಾಗಿಸಿಕೊಂಡಿತು. ವಿಜೇತರಿಗೆ ಪದಕ ಹಾಗೂ ಪ್ರಮಾಣಪತ್ರ ವಿತರಿಸಲಾಯಿತು. ತುಮಕೂರಿನ ಮಹಾತ್ಮ ಗಾಂಧಿ ಕ್ರೀಡಾಂಗಣದಲ್ಲಿ ನಡೆದ 24ನೇ ರಾಷ್ಟ್ರೀಯ ಕಿರಿಯರ (20 ವರ್ಷದೊಳಗಿನ) ಅಥ್ಲೆಟಿಕ್ಸ್ ಚಾಂಪಿಯನ್‌ಶಿಪ್‌ನಲ್ಲಿ ಕರ್ನಾಟಕ ತಂಡ ಐದು ಪದಕಗಳನ್ನು ಗೆದ್ದು ಗಮನ ಸೆಳೆದಿದೆ. ಮಹಿಳೆಯರ 800 ಮೀ. ಓಟದಲ್ಲಿ ಕನ್ನಡತಿ ನಾಗಿಣಿ ಸ್ವರ್ಣ ಪದಕ ಗೆದ್ದರೆ, ಪುರುಷರ ವಿಭಾಗದಲ್ಲೂ ರಾಜ್ಯದ ಅಥ್ಲೀಟ್‌ಗಳು ಉತ್ತಮ ಪ್ರದರ್ಶನ ನೀಡಿದರು. ಮೂರು ದಿನಗಳ ಕ್ರೀಡಾಕೂಟದ ಕೊನೆಯ ದಿನ ಹರಿಯಾಣ ಸಮಗ್ರ ಪ್ರಶಸ್ತಿ ತನ್ನದಾಗಿಸಿಕೊಂಡಿತು. ವಿಜೇತರಿಗೆ ಪದಕ ಹಾಗೂ ಪ್ರಮಾಣಪತ್ರ ವಿತರಿಸಲಾಯಿತು. 800 ಮೀ. ಓಟದಲ್ಲಿ ಸ್ವರ್ಣ ಪದಕ ಗೆದ್ದ ಕನ್ನಡತಿ ನಾಗಿಣಿ (ಮಧ್ಯದಲ್ಲಿರುವವರು) 200 ಮೀ. ಓಟ: 1. ಭೂಮಿಕಾ ನೆಹಾತೆ (24.21 ಸೆ.) – ಮಹಾರಾಷ್ಟ್ರ 2. ಆರತಿ (24.46 ಸೆ.) – ಹರಿಯಾಣ 3. ನೀರು ಪಾಠಕ್ (24.50 ಸೆ.) – ಎನ್‌ಸಿಒಇ 800 ಮೀ. ಓಟ: 1. ನಾಗಿಣಿ (2:12.06 ಸೆ.) – ಕರ್ನಾಟಕ 2. ವಂಶಿಕಾ (2:13.06 ಸೆ.) – ಉತ್ತರ ಪ್ರದೇಶ 3. ನಿಕಿತಾ ದಹಿಯಾ (2:13.49 ಸೆ.) – ಹರಿಯಾಣ 400 ಮೀ. ಹರ್ಡಲ್ಸ್: 1. ತಾನು ಚೌಧರಿ (59.38 ಸೆ.) – ಉತ್ತರ ಪ್ರದೇಶ 2. ಅರ್ಪಿತಾ ಅನಂದ್ (1:01.42 ಸೆ.) – ಕರ್ನಾಟಕ 3. ಅಂಜಲಿ (1:01.43 ಸೆ.) – ತಮಿಳುನಾಡು 3000 ಮೀ. ಓಟ: 1. ಸಾಕ್ಷಿ ಬಂಡಾರಿ (9:45.43 ಸೆ.) – ಮಹಾರಾಷ್ಟ್ರ 2. ಮಹಿಳೆಯರ ವಿಭಾಗ ಕೃಷ್ಣಾ ಯಾದವ್ (9:45.49 ಸೆ.) – ಉತ್ತರ ಪ್ರದೇಶ 3. ದೀಕ್ಷಾ ಕರ್ಮಾ (9:45.57 ಸೆ.) – ಮಧ್ಯಪ್ರದೇಶ 300 ಮೀ. ಸ್ಟೀಪಲ್ ಚೇಸ್: 1. ಮಾನ್ಸಿ ಯಾದವ್ (11:10.59 ಸೆ.) – ಮಹಾರಾಷ್ಟ್ರ 2. ಏಕ್ ಶರ್ಮಾ (11:13.70 ಸೆ.) – ಉತ್ತರ ಪ್ರದೇಶ 3. ಅನು (11:25.23 ಸೆ.) – ಮಧ್ಯಪ್ರದೇಶ ಜಾವೆಲಿನ್ ಥ್ರೋ: 1. ಪೂನಮ್ (51.64 ಮೀ.) – ಹರಿಯಾಣ 2. ವೈಷ್ಣವಿ (48.87 ಮೀ.) – ಜೆಎಸ್‌ಡಬ್ಲ್ಯು 3. ಆಶ್ವಿ ಎಸ್. (47.23 ಮೀ.) – ಕರ್ನಾಟಕ ಹೈ ಜಂಪ್: 1. ಪೂಜಾ (1.80 ಮೀ.) – ಹರಿಯಾಣ 2. ಜಯಸ್ವಾಲ್ ಮಂಜುಳಾ (1.69 ಮೀ.) – ಪಶ್ಚಿಮ ಬಂಗಾಳ 3. ಸೋಲಂಕಿ ಕಿನಲ್ ಬೇನ್ (1.63 ಮೀ.) – ಗುಜರಾತ್ ಟ್ರಿಪಲ್ ಜಂಪ್: 1. ಸಾಥಿ ರವಿ (12.97 ಮೀ.) – ತಮಿಳುನಾಡು 2. ಸ್ನೇಹಾ ಕುಮಾರ್ (12.72 ಮೀ.) – ಪಂಜಾಬ್ 3. ಶಿಖ (12.12 ಮೀ.) – ಹರಿಯಾಣ ಹ್ಯಾಮರ್ ಥ್ರೋ: 1. ನಂದಿನಿ (58.78 ಮೀ.) – ಉತ್ತರ ಪ್ರದೇಶ 2. ಅನುಷ್ಕಾ ಯಾದವ್ (58.02 ಮೀ.) – ಉತ್ತರ ಪ್ರದೇಶ 3. ಗುಲ್ಬ್ರಾಸ್ ಸಿಂಗ್ (50.52 ಮೀ.) – ಉತ್ತರ ಪ್ರದೇಶ ಹೆಪ್ಟಥ್ಲಾನ್: 1. ಹಿಮ್ ಕೌರ್ (4367 ಅಂಕ) – ಉತ್ತರಾಖಂಡ 2. ಅಲ್ಲಿನ್ ಕೌರ್ ಗ್ರೆವಾಲ್ (4194 ಅಂಕ) – ಪಂಜಾಬ್ 3. ಮಾನ್ಯ (4157 ಅಂಕ) – ಎನ್‌ಸಿಒಇ ಪಟಿಯಾಲ ಪುರುಷರ ವಿಭಾಗ 200 ಮೀ. ಓಟ: 1. ಅಭಯ್ ಸಿಂಗ್ (20.82 ಸೆ.) – ಉತ್ತರ ಪ್ರದೇಶ 2. ದುಷ್ಯಂತ್ ಸಿಂಗ್ ಶೆಖಾವತ್ (21.25 ಸೆ.) – ರಾಜಸ್ಥಾನ 3. ರುದ್ರ ಶಿಂದೆ (21.26 ಸೆ.) – ಮಹಾರಾಷ್ಟ್ರ 1500 ಮೀ. ಓಟ: 1. ಮೋಗಂ ವೆಂಕಟರಾಮ್ ರೆಡ್ಡಿ (4:02.90 ಸೆ.) – ಆಂಧ್ರಪ್ರದೇಶ 2. ಮಯಾಂಕ್ ಯಾದವ್ (1:50.27 ಸೆ.) – ರಾಜಸ್ಥಾನ 3. ಹರ್ಷ್ ಜೋಗಿ (1:50.69 ಸೆ.) – ಮಹಾರಾಷ್ಟ್ರ 400 ಮೀ. ಹರ್ಡಲ್ಸ್: 1. ಜಸ್ಪ್ರೀತ್ ಸಿಂಗ್ (51.80 ಸೆ.) – ಪಂಜಾಬ್ 2. ಆಯುಷ್ ಕುಮಾರ್ (52.39 ಸೆ.) – ಉತ್ತರ ಪ್ರದೇಶ 3. ಸಾಹಿಲ್ ರಾಜ್ (52.96 ಸೆ.) – ಉತ್ತರ ಪ್ರದೇಶ 3000 ಮೀ. ಸ್ಟೀಪಲ್ ಚೇಸ್: 1. ಸುಮಿತ್ ರಾಠಿ (9:28.04 ಸೆ.) – ಹರಿಯಾಣ 2. ಜೀವಾಂತ್ ಸಂಜಯ್ ಭೋಸಲೆ (9:31.48 ಸೆ.) – ಮಹಾರಾಷ್ಟ್ರ 3. ಸಮೀರ್ ಕೆ. (9:35.25 ಸೆ.) – ಕರ್ನಾಟಕ ಹೈ ಜಂಪ್: 1. ಮೋಹನ್ ಯಾದವ್ (73.37 ಮೀ.) – ಎನ್‌ಸಿಒಇ ಪಟಿಯಾಲ 2. ಆಶೀಶ್ ಯಾದವ್ (73.12 ಮೀ.) – ಉತ್ತರ ಪ್ರದೇಶ 3. ರಾಜ್ ಗಿರಿ (72.96 ಮೀ.) – ಹರಿಯಾಣ ಟ್ರಿಪಲ್ ಜಂಪ್: 1. ರಾಯಪ್ಪನ್ ಕೆ. (15.75 ಮೀ.) – ತಮಿಳುನಾಡು 2. ಭಾನುಪ್ರತಾಪ್ ಸಿಂಗ್ (15.67 ಮೀ.) – ರಾಜಸ್ಥಾನ 3. ಕೌಶಿಕ್ ರಾಜ್ (15.60 ಮೀ.) – ಕೇರಳ ಡಿಸ್ಕಸ್ ಥ್ರೋ: 1. ನಿತ್ಯ (57.02 ಮೀ.) – ಹರಿಯಾಣ 2. ಶ್ಲೋಕ್ (56.09 ಮೀ.) – ಹಿಮಾಚಲ ಪ್ರದೇಶ 3. ರಾಜ್ (55.48 ಮೀ.) – ಉತ್ತರ ಪ್ರದೇಶ ಪೋಲ್ ವಾಲ್ಟ್: 1. ಲಕ್ಷ್ (2.21 ಮೀ.) – ದೆಹಲಿ 2. ಅಭ್ಯುಸ್ ಅಹ್ಮದ್ (2.09 ಮೀ.) – ಜಾರ್ಖಂಡ್ 3. ಆಕಾಶ್ ಕುಮಾರ್ ವರ್ಮಾ (2.06 ಮೀ.) – ದೆಹಲಿ bbox=[6, 312, 756, 886]
headline: ನಟ ಚೇತನ್ ವಿರುದ್ಧ ನಿಖಿಲ್ ಕಿಡಿ bbox=[164, 898, 398, 923]
photo-runners-1 bbox=[226, 491, 306, 571]
story-narasimha bbox=[6, 896, 156, 1176]
headline: ಡಾ.ಬಿ.ಆರ್. ಅಂಬೇಡ್ಕರ್, ಬಾಬೂಜಿ ಜಯಂತಿ ಆಚರಣೆ bbox=[10, 1190, 242, 1239]
side-body: ರೈತರ ಜಮೀನು ಕಸಿದುಕೊಳ್ಳುವ ಯೋಜನೆಯನ್ನು ಕೈಬಿಡುವಂತೆ ಒತ್ತಾಯಿಸಿ ಜಿಲ್ಲಾಧಿಕಾರಿಗಳಿಗೆ ಮನವಿ ಸಲ್ಲಿಸಲಾಯಿತು. ಭೂಮಿ ಕಳೆದುಕೊಂಡರೆ ಕುಟುಂಬಗಳು ಬೀದಿಗೆ ಬೀಳಲಿವೆ. ಸ್ಥಳ ಪರಿಶೀಲನೆ ನಡೆಸಿ ನ್ಯಾಯ ಒದಗಿಸುವಂತೆ ರೈತರು ಮನವಿ ಮಾಡಿದರು. ಸರ್ಕಾರ 15 ದಿನಗಳಲ್ಲಿ ಸ್ಪಷ್ಟ ನಿರ್ಧಾರ ಪ್ರಕಟಿಸಬೇಕು ಎಂದು ಆಗ್ರಹಿಸಿದರು. bbox=[797, 1278, 935, 1358]
photo-deity bbox=[6, 978, 68, 1050]
portrait-frame bbox=[456, 84, 618, 194]
headline-rest: ಪಾರದರ್ಶಕವಾಗಿ ನಡೆಸಿ bbox=[666, 49, 828, 73]
logo-text: ಪ್ರತಿನಿಧಿ bbox=[42, 8, 92, 32]
website-url[interactable]: www.prathinidhi.net bbox=[462, 10, 648, 29]
quote-icon bbox=[460, 88, 474, 104]
sun-icon bbox=[440, 10, 458, 28]
dateline: ಪ್ರತಿನಿಧಿ ವರದಿ ಕೊರಟಗೆರೆ/ಮಧುಗಿರಿ bbox=[224, 930, 324, 940]
headline: ರಸ್ತೆಬದಿಯ ಸಸಿ ಕಡಿದ ದುಷ್ಕರ್ಮಿಗಳು bbox=[762, 338, 883, 382]
story-body: ಡಾ. ರಾಜ್ ಕುಮಾರ್ ಸ್ಮಾರಕ ವಿವಾದದಲ್ಲಿ ನಟ ಚೇತನ್ ನೀಡಿರುವ ಹೇಳಿಕೆ ಖಂಡನೀಯ ಎಂದು ಜೆಡಿಎಸ್ ಯುವ ಘಟಕದ ರಾಜ್ಯಾಧ್ಯಕ್ಷ ನಿಖಿಲ್ ಕುಮಾರಸ್ವಾಮಿ ಕಿಡಿಕಾರಿದರು. ಅಣ್ಣಾವ್ರ ಬಗ್ಗೆ ಮಾತನಾಡುವ ಯೋಗ್ಯತೆ ಚೇತನ್ ಅವರಿಗಿಲ್ಲ. ಕನ್ನಡ ನಾಡು, ನುಡಿಗೆ ಡಾ. ರಾಜ್‌ಕುಮಾರ್ ಅವರ ಕೊಡುಗೆ ಅಪಾರ. ಅವರ ಸ್ಮಾರಕದ ವಿಚಾರದಲ್ಲಿ ರಾಜಕೀಯ ಬೆರೆಸುವುದು ಸರಿಯಲ್ಲ ಎಂದರು. ರಾಜ್ಯ ಸರ್ಕಾರದ ಆಡಳಿತ ವೈಫಲ್ಯಗಳ ಬಗ್ಗೆಯೂ ತೀವ್ರ ವಾಗ್ದಾಳಿ ನಡೆಸಿದ ಅವರು, ಬೆಲೆ ಏರಿಕೆಯಿಂದ ಜನಸಾಮಾನ್ಯರು ತತ್ತರಿಸಿದ್ದಾರೆ. ಮುಂಬರುವ ದಿನಗಳಲ್ಲಿ ಪಕ್ಷ ಸಂಘಟನೆಗೆ ಹೆಚ್ಚು ಒತ್ತು ನೀಡಲಾಗುವುದು ಎಂದು ತಿಳಿಸಿದರು. ಈ ಸಂದರ್ಭದಲ್ಲಿ ಪಕ್ಷದ ಸ್ಥಳೀಯ ಮುಖಂಡರು ಹಾಗೂ ಕಾರ್ಯಕರ್ತರು ಹಾಜರಿದ್ದರು. bbox=[164, 941, 324, 1103]
women-section-label: ಮಹಿಳೆಯರ ವಿಭಾಗ bbox=[332, 662, 456, 680]
men-section-label: ಪುರುಷರ ವಿಭಾಗ bbox=[602, 494, 748, 512]
dateline: ಪ್ರತಿನಿಧಿ ವರದಿ ತುಮಕೂರು: bbox=[312, 80, 389, 90]
story-chetan: ನಟ ಚೇತನ್ ವಿರುದ್ಧ ನಿಖಿಲ್ ಕಿಡಿ ಪ್ರತಿನಿಧಿ ವರದಿ ಕೊರಟಗೆರೆ/ಮಧುಗಿರಿ ■ ಡಾ. ರಾಜ್ ಸ್ಮಾರಕ ವಿವಾದ ಡಾ. ರಾಜ್ ಕುಮಾರ್ ಸ್ಮಾರಕ ವಿವಾದದಲ್ಲಿ ನಟ ಚೇತನ್ ನೀಡಿರುವ ಹೇಳಿಕೆ ಖಂಡನೀಯ ಎಂದು ಜೆಡಿಎಸ್ ಯುವ ಘಟಕದ ರಾಜ್ಯಾಧ್ಯಕ್ಷ ನಿಖಿಲ್ ಕುಮಾರಸ್ವಾಮಿ ಕಿಡಿಕಾರಿದರು. ಅಣ್ಣಾವ್ರ ಬಗ್ಗೆ ಮಾತನಾಡುವ ಯೋಗ್ಯತೆ ಚೇತನ್ ಅವರಿಗಿಲ್ಲ. ಕನ್ನಡ ನಾಡು, ನುಡಿಗೆ ಡಾ. ರಾಜ್‌ಕುಮಾರ್ ಅವರ ಕೊಡುಗೆ ಅಪಾರ. ಅವರ ಸ್ಮಾರಕದ ವಿಚಾರದಲ್ಲಿ ರಾಜಕೀಯ ಬೆರೆಸುವುದು ಸರಿಯಲ್ಲ ಎಂದರು. ರಾಜ್ಯ ಸರ್ಕಾರದ ಆಡಳಿತ ವೈಫಲ್ಯಗಳ ಬಗ್ಗೆಯೂ ತೀವ್ರ ವಾಗ್ದಾಳಿ ನಡೆಸಿದ ಅವರು, ಬೆಲೆ ಏರಿಕೆಯಿಂದ ಜನಸಾಮಾನ್ಯರು ತತ್ತರಿಸಿದ್ದಾರೆ. ಮುಂಬರುವ ದಿನಗಳಲ್ಲಿ ಪಕ್ಷ ಸಂಘಟನೆಗೆ ಹೆಚ್ಚು ಒತ್ತು ನೀಡಲಾಗುವುದು ಎಂದು ತಿಳಿಸಿದರು. ಈ ಸಂದರ್ಭದಲ್ಲಿ ಪಕ್ಷದ ಸ್ಥಳೀಯ ಮುಖಂಡರು ಹಾಗೂ ಕಾರ್ಯಕರ್ತರು ಹಾಜರಿದ್ದರು. ಡಾ. ರಾಜ್ ಕುಮಾರ್ ಸ್ಮಾರಕ ವಿವಾದದಲ್ಲಿ ನಟ ಚೇತನ್ ನೀಡಿರುವ ಹೇಳಿಕೆ ಖಂಡನೀಯ ಎಂದು ಜೆಡಿಎಸ್ ಯುವ ಘಟಕದ ರಾಜ್ಯಾಧ್ಯಕ್ಷ ನಿಖಿಲ್ ಕುಮಾರಸ್ವಾಮಿ ಕಿಡಿಕಾರಿದರು. ಅಣ್ಣಾವ್ರ ಬಗ್ಗೆ ಮಾತನಾಡುವ ಯೋಗ್ಯತೆ ಚೇತನ್ ಅವರಿಗಿಲ್ಲ. ಕನ್ನಡ ನಾಡು, ನುಡಿಗೆ ಡಾ. ರಾಜ್‌ಕುಮಾರ್ ಅವರ ಕೊಡುಗೆ ಅಪಾರ. ಅವರ ಸ್ಮಾರಕದ ವಿಚಾರದಲ್ಲಿ ರಾಜಕೀಯ ಬೆರೆಸುವುದು ಸರಿಯಲ್ಲ ಎಂದರು. ರಾಜ್ಯ ಸರ್ಕಾರದ ಆಡಳಿತ ವೈಫಲ್ಯಗಳ ಬಗ್ಗೆಯೂ ತೀವ್ರ ವಾಗ್ದಾಳಿ ನಡೆಸಿದ ಅವರು, ಬೆಲೆ ಏರಿಕೆಯಿಂದ ಜನಸಾಮಾನ್ಯರು ತತ್ತರಿಸಿದ್ದಾರೆ. ಮುಂಬರುವ ದಿನಗಳಲ್ಲಿ ಪಕ್ಷ ಸಂಘಟನೆಗೆ ಹೆಚ್ಚು ಒತ್ತು ನೀಡಲಾಗುವುದು ಎಂದು ತಿಳಿಸಿದರು. ಈ ಸಂದರ್ಭದಲ್ಲಿ ಪಕ್ಷದ ಸ್ಥಳೀಯ ಮುಖಂಡರು ಹಾಗೂ ಕಾರ್ಯಕರ್ತರು ಹಾಜರಿದ್ದರು. bbox=[164, 898, 491, 1160]
photo-runners-3 bbox=[404, 491, 573, 571]
photo-protest bbox=[379, 1254, 657, 1378]
portrait-photo bbox=[456, 106, 526, 184]
headline bbox=[628, 46, 939, 76]
logo bbox=[6, 4, 128, 36]
quote-text: ಮುಂಬರುವ ಚುನಾವಣೆಯಲ್ಲಿ ಬಿಜೆಪಿ ಅಥವಾ ಎನ್‌ಡಿಎ ಮೈತ್ರಿಕೂಟದ ಅಭ್ಯರ್ಥಿಯಾಗಿ ಸ್ಪರ್ಧಿಸುತ್ತೇನೆ. bbox=[528, 84, 608, 129]
quote-attribution: – ಮಾಲಾ ಜಯರಾಮ್, ಮಾಜಿ ಶಾಸಕಿ bbox=[462, 196, 569, 206]
dateline: ಪ್ರತಿನಿಧಿ ವರದಿ ತುಮಕೂರು bbox=[255, 1254, 337, 1264]
story-diploma bbox=[499, 896, 939, 1072]
dateline: ತುಮಕೂರು: bbox=[6, 184, 41, 194]
photo-caption: 800 ಮೀ. ಓಟದಲ್ಲಿ ಸ್ವರ್ಣ ಪದಕ ಗೆದ್ದ ಕನ್ನಡತಿ ನಾಗಿಣಿ (ಮಧ್ಯದಲ್ಲಿರುವವರು) bbox=[6, 859, 207, 868]
story-body: ಊರ್ಡಿಗೆರೆ ಹೋಬಳಿ ದೇವರಾಯನ ದುರ್ಗದ ಶ್ರೀ ಲಕ್ಷ್ಮಿ ನರಸಿಂಹಸ್ವಾಮಿ ದೇವಸ್ಥಾನದಲ್ಲಿ ಏಪ್ರಿಲ್ 30ರಂದು ಶ್ರೀ ನರಸಿಂಹ ಜಯಂತಿ ಕಾರ್ಯಕ್ರಮ ಹಮ್ಮಿಕೊಳ್ಳಲಾಗಿದೆ. ಜಯಂತಿ ಅಂಗವಾಗಿ ಶ್ರೀ ಯೋಗ ನರಸಿಂಹಸ್ವಾಮಿ ಹಾಗೂ ಅಮ್ಮನವರಿಗೆ ವಿಶೇಷ ಪೂಜೆ ನಡೆಯಲಿದೆ. ಅಂದು ಬೆಳಗ್ಗೆ 10 ಗಂಟೆಗೆ ಪಂಚಾಮೃತ ಅಭಿಷೇಕ, ಮಧ್ಯಾಹ್ನ 12 ಗಂಟೆಗೆ ಶ್ರೀ ನರಸಿಂಹ ದೇವರ ಜನನೋತ್ಸವ ಹಾಗೂ ಅನ್ನಸಂತರ್ಪಣೆ ನಡೆಯಲಿದೆ. ಭಕ್ತರು ಪಾಲ್ಗೊಳ್ಳುವಂತೆ ಸಮಿತಿ ಪ್ರಕಟಣೆಯಲ್ಲಿ ತಿಳಿಸಿದೆ. bbox=[6, 942, 156, 1103]
story-body: ತಾಲೂಕಿನ ಗೌಡೇಟಿ ಗ್ರಾಮದಲ್ಲಿ ರಸ್ತೆ ಬದಿ ಮತ್ತು ಸಾರ್ವಜನಿಕ ಸ್ಥಳಗಳಲ್ಲಿ ನೆಡಲಾಗಿದ್ದ ಸಸಿಗಳನ್ನು ದುಷ್ಕರ್ಮಿಗಳು ಕಡಿದು ಹಾಕಿರುವ ಘಟನೆ ನಡೆದಿದೆ. ನರೇಗಾ ಯೋಜನೆಯಡಿ 3900ಕ್ಕೂ ಹೆಚ್ಚು ಸಸಿಗಳನ್ನು ನೆಡಲಾಗಿತ್ತು. ಅರಣ್ಯ ಇಲಾಖೆ ಮತ್ತು ಪಂಚಾಯಿತಿ ಅಧಿಕಾರಿಗಳು ಸ್ಥಳಕ್ಕೆ ಭೇಟಿ ನೀಡಿ ಪರಿಶೀಲನೆ ನಡೆಸಿದ್ದು, ತಪ್ಪಿತಸ್ಥರ ವಿರುದ್ಧ ಕ್ರಮ ಕೈಗೊಳ್ಳುವಂತೆ ಗ್ರಾಮಸ್ಥರು ಆಗ್ರಹಿಸಿದ್ದಾರೆ. bbox=[762, 490, 940, 593]
dateline: ತುಮಕೂರು: bbox=[499, 924, 534, 934]
story-body: ಶಿರಾ ಸರ್ಕಾರಿ ಪಾಲಿಟೆಕ್ನಿಕ್‌ನಲ್ಲಿ 2026–27ನೇ ಸಾಲಿನ ಪ್ರಥಮ ವರ್ಷದ ಡಿಪ್ಲೊಮಾ ಪ್ರವೇಶಕ್ಕೆ ಆನ್‌ಲೈನ್ ಮೂಲಕ ಅರ್ಜಿ ಆಹ್ವಾನಿಸಲಾಗಿದೆ. ಸಿವಿಲ್, ಮೆಕ್ಯಾನಿಕಲ್, ಎಲೆಕ್ಟ್ರಿಕಲ್ ಮತ್ತು ಕಂಪ್ಯೂಟರ್ ಸೈನ್ಸ್ ವಿಭಾಗಗಳಿಗೆ ಎಸ್‌ಎಸ್‌ಎಲ್‌ಸಿ ಉತ್ತೀರ್ಣರಾದ ವಿದ್ಯಾರ್ಥಿಗಳು ಅರ್ಜಿ ಸಲ್ಲಿಸಬಹುದು. ಆಸಕ್ತರು ಇಲಾಖೆಯ ವೆಬ್‌ಸೈಟ್ ಮೂಲಕ ಅರ್ಜಿ ಸಲ್ಲಿಸಬಹುದಾಗಿದ್ದು, ಹೆಚ್ಚಿನ ಮಾಹಿತಿಗಾಗಿ ಸಂಸ್ಥೆಯ ಕಚೇರಿಯನ್ನು ಸಂಪರ್ಕಿಸಬಹುದು ಎಂದು ಪ್ರಾಂಶುಪಾಲರು ಪ್ರಕಟಣೆಯಲ್ಲಿ ತಿಳಿಸಿದ್ದಾರೆ. bbox=[499, 924, 939, 958]
page-number: 5 bbox=[918, 4, 935, 32]
story-power-cut bbox=[499, 1078, 939, 1176]
photo-team bbox=[6, 82, 302, 178]
headline: ಸಿದ್ದಗಂಗಾ ಕಾಲೇಜಿಗೆ 2 ಪ್ರಶಸ್ತಿ bbox=[6, 46, 302, 76]
dateline: ಶಿರಾ: bbox=[6, 1378, 22, 1388]
headline: ಶ್ರೀ ನರಸಿಂಹ ಜಯಂತಿ 30ರಂದು bbox=[28, 898, 134, 938]
